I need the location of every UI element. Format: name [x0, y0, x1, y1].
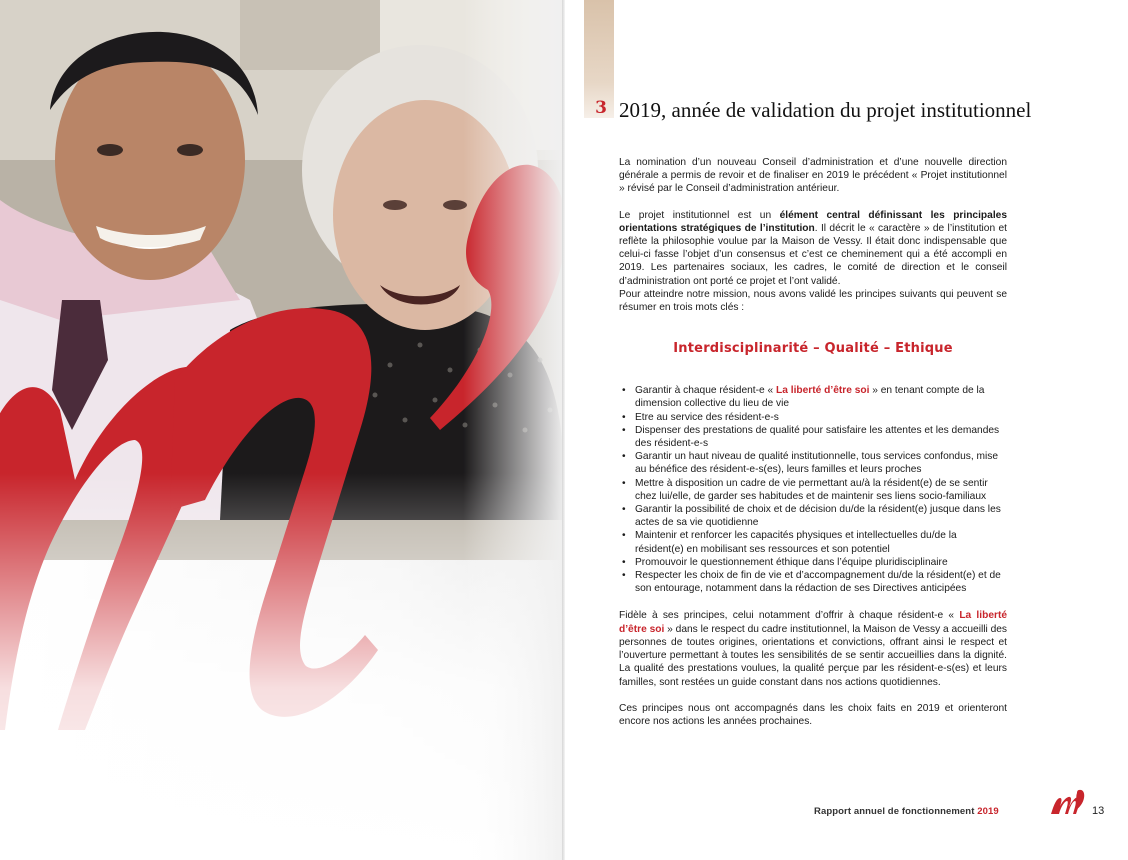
project-text-bold: élément central définissant les principales orientations stratégiques de l’institution	[619, 209, 1007, 234]
list-item: • Promouvoir le questionnement éthique dans l’équipe pluridisciplinaire	[635, 556, 1007, 569]
project-paragraph	[619, 209, 1007, 288]
list-item	[635, 384, 1007, 410]
footer-year: 2019	[977, 806, 999, 817]
highlight-text: La liberté d’être soi	[776, 385, 870, 397]
highlight-text: La liberté d’être soi	[619, 610, 1008, 635]
intro-paragraph: La nomination d’un nouveau Conseil d’administration et d’une nouvelle direction générale a permis de revoir et de finaliser en 2019 le précédent « Projet institutionnel » révisé par le Conseil d’administration antérieur.	[619, 157, 1007, 195]
list-item: • Mettre à disposition un cadre de vie permettant au/à la résident(e) de se sentir chez lui/elle, de garder ses habitudes et de maintenir ses liens socio-familiaux	[635, 477, 1007, 503]
keywords-heading: Interdisciplinarité – Qualité – Ethique	[673, 341, 953, 357]
project-text-end: . Il décrit le « caractère » de l’institution et reflète la philosophie voulue par la Maison de Vessy. Il était donc indispensable que celui-ci fasse l’objet d’un consensus et c’est ce cheminement qui a été accompli en 2019. Les partenaires sociaux, les cadres, le comité de direction et le conseil d’administration ont porté ce projet et l’ont validé.	[619, 222, 1007, 287]
list-item: • Dispenser des prestations de qualité pour satisfaire les attentes et les demandes des résident-e-s	[635, 424, 1007, 450]
chapter-number: 3	[595, 98, 607, 118]
principles-list	[619, 384, 1007, 595]
closing-text-start: Fidèle à ses principes, celui notamment d’offrir à chaque résident-e «	[619, 610, 960, 622]
list-item: • Maintenir et renforcer les capacités physiques et intellectuelles du/de la résident(e) en mobilisant ses ressources et son potentiel	[635, 529, 1007, 555]
list-item: • Garantir un haut niveau de qualité institutionnelle, tous services confondus, mise au bénéfice des résident-e-s(es), leurs familles et leurs proches	[635, 450, 1007, 476]
list-item: • Etre au service des résident-e-s	[635, 411, 1007, 424]
list-item: • Respecter les choix de fin de vie et d’accompagnement du/de la résident(e) et de son entourage, notamment dans la rédaction de ses Directives anticipées	[635, 569, 1007, 595]
project-text-start: Le projet institutionnel est un	[619, 209, 780, 221]
list-item: • Garantir la possibilité de choix et de décision du/de la résident(e) jusque dans les actes de sa vie quotidienne	[635, 503, 1007, 529]
page-spine	[562, 0, 565, 860]
final-paragraph: Ces principes nous ont accompagnés dans les choix faits en 2019 et orienteront encore nos actions les années prochaines.	[619, 702, 1007, 727]
page-number: 13	[1092, 805, 1105, 817]
list-item-text: Garantir à chaque résident-e «	[635, 385, 777, 397]
article-body	[619, 156, 1007, 728]
closing-paragraph	[619, 609, 1007, 688]
list-item-text: » en tenant compte de la dimension collective du lieu de vie	[635, 385, 985, 410]
closing-text-end: » dans le respect du cadre institutionnel, la Maison de Vessy a accueilli des personnes de toutes origines, orientations et convictions, offrant ainsi le respect et l’ouverture permettant à toutes les sensibilités de se sentir accueillies dans la dignité. La qualité des prestations voulues, la qualité perçue par les résident-e-s(es) et leurs familles, sont restées un guide constant dans nos actions quotidiennes.	[619, 623, 1008, 688]
footer-text: Rapport annuel de fonctionnement	[814, 806, 978, 817]
footer-label	[814, 806, 999, 817]
brand-logo-icon	[1048, 784, 1088, 820]
mission-paragraph: Pour atteindre notre mission, nous avons validé les principes suivants qui peuvent se résumer en trois mots clés :	[619, 288, 1007, 314]
right-page	[566, 0, 1128, 860]
page-title: 2019, année de validation du projet institutionnel	[619, 98, 1032, 122]
